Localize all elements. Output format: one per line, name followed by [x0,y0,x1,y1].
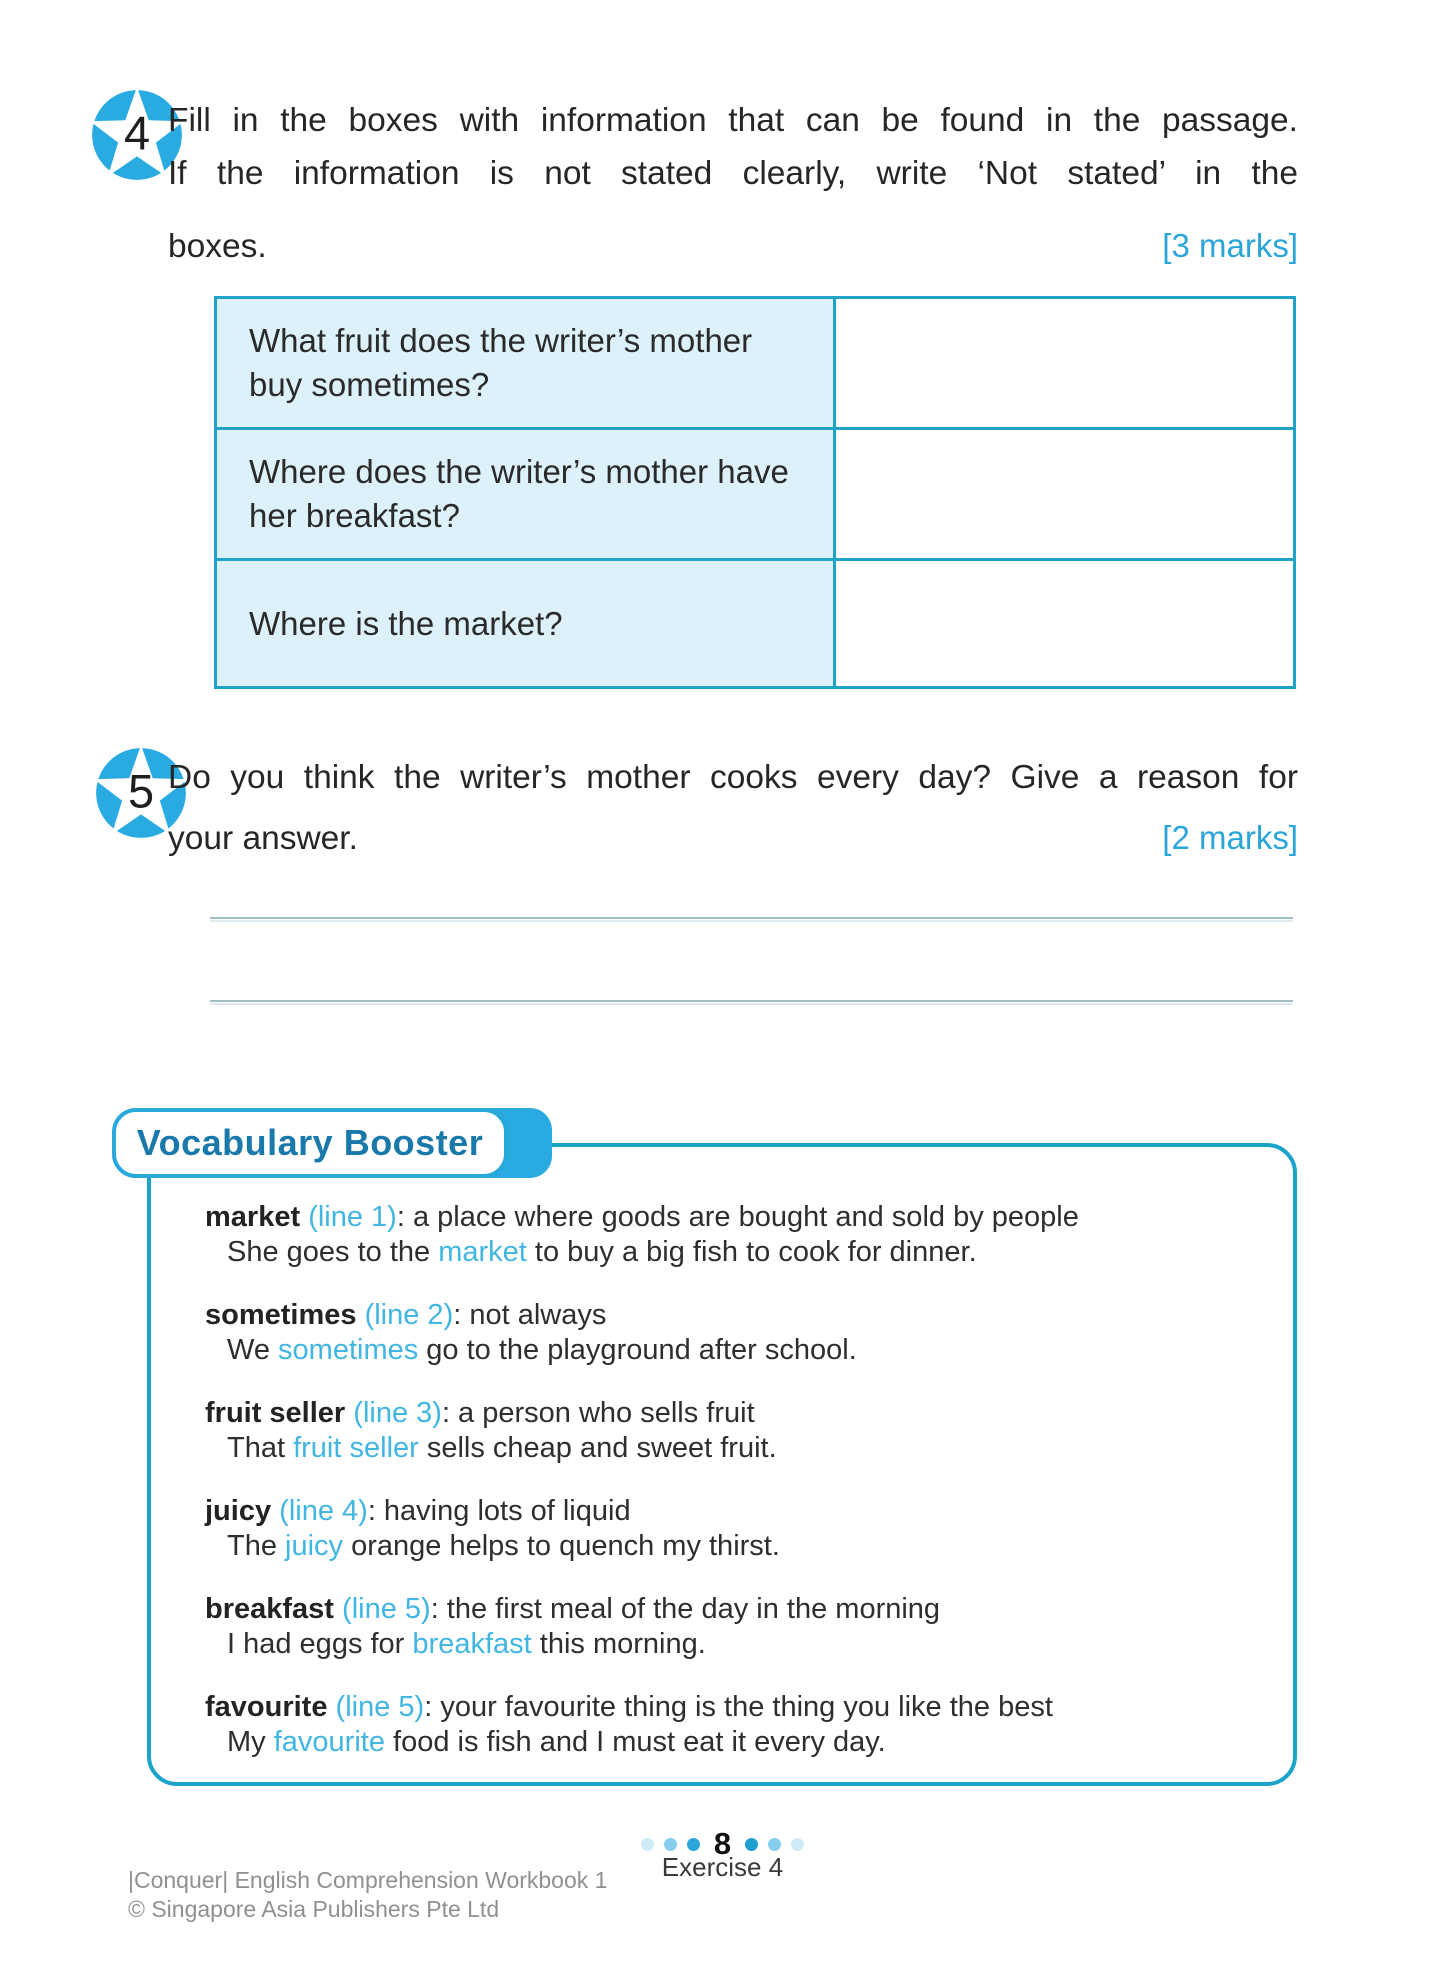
vocab-term: fruit seller [205,1397,346,1429]
question-5-line1: Do you think the writer’s mother cooks every day? Give a reason for [168,759,1298,796]
dot-icon [791,1838,804,1851]
question-5-number: 5 [127,765,155,818]
answer-line[interactable] [210,917,1293,920]
vocab-definition-line [205,1200,1267,1235]
dot-icon [745,1838,758,1851]
vocab-example-pre: She goes to the [227,1236,439,1268]
vocab-definition-line [205,1494,1267,1529]
dot-icon [768,1838,781,1851]
vocab-example-post: to buy a big fish to cook for dinner. [526,1236,977,1268]
question-4-text [168,95,1298,269]
vocab-definition-line [205,1298,1267,1333]
question-4-number: 4 [123,107,151,160]
vocabulary-booster-badge [112,1108,508,1178]
vocab-line-ref: (line 2) [364,1299,454,1331]
question-4-marks: [3 marks] [1162,227,1298,264]
vocabulary-list [205,1200,1267,1788]
footer-publisher: © Singapore Asia Publishers Pte Ltd [128,1896,500,1922]
table-question-text: What fruit does the writer’s mother buy sometimes? [249,322,753,403]
vocab-definition: : having lots of liquid [367,1495,631,1527]
vocab-example-keyword: juicy [285,1530,344,1562]
footer-credits [128,1866,607,1924]
vocab-example-keyword: sometimes [278,1334,419,1366]
vocab-term: breakfast [205,1593,334,1625]
vocab-definition: : a person who sells fruit [441,1397,755,1429]
vocab-term: favourite [205,1691,328,1723]
vocab-line-ref: (line 5) [335,1691,425,1723]
vocab-definition: : your favourite thing is the thing you like the best [424,1691,1053,1723]
vocab-example-line [205,1431,1267,1466]
vocab-example-keyword: favourite [273,1726,385,1758]
vocab-line-ref: (line 5) [342,1593,431,1625]
vocab-line-ref: (line 4) [279,1495,368,1527]
vocab-line-ref: (line 3) [353,1397,442,1429]
vocab-example-pre: My [227,1726,274,1758]
vocab-definition-line [205,1690,1267,1725]
vocab-example-line [205,1627,1267,1662]
vocab-example-post: this morning. [531,1628,706,1660]
page-number: 8 [713,1826,732,1861]
vocab-example-pre: That [227,1432,294,1464]
vocabulary-booster-title: Vocabulary Booster [136,1122,484,1163]
vocab-definition-line [205,1396,1267,1431]
table-question-cell [217,561,836,686]
vocab-line-ref: (line 1) [308,1201,397,1233]
question-5-line2: your answer. [168,820,358,857]
vocab-example-post: go to the playground after school. [418,1334,857,1366]
question-5-marks: [2 marks] [1162,819,1298,856]
question-5-text [168,752,1298,861]
vocab-entry [205,1494,1267,1564]
vocab-example-pre: I had eggs for [227,1628,413,1660]
vocab-example-keyword: market [438,1236,527,1268]
table-answer-cell[interactable] [836,430,1293,561]
table-question-cell [217,430,836,561]
table-answer-cell[interactable] [836,561,1293,686]
table-question-text: Where does the writer’s mother have her breakfast? [249,453,789,534]
vocab-definition: : not always [453,1299,607,1331]
question-4-line3: boxes. [168,228,267,265]
vocab-example-pre: The [227,1530,286,1562]
vocab-example-post: orange helps to quench my thirst. [343,1530,780,1562]
vocab-example-line [205,1333,1267,1368]
vocab-example-post: sells cheap and sweet fruit. [418,1432,777,1464]
vocab-example-keyword: fruit seller [293,1432,419,1464]
vocab-term: juicy [205,1495,272,1527]
vocab-entry [205,1200,1267,1270]
dot-icon [687,1838,700,1851]
question-4-table [214,296,1296,689]
vocab-definition-line [205,1592,1267,1627]
vocab-entry [205,1690,1267,1760]
vocab-entry [205,1592,1267,1662]
exercise-label: Exercise 4 [661,1852,784,1882]
table-question-text: Where is the market? [249,604,563,642]
vocab-entry [205,1298,1267,1368]
dot-icon [641,1838,654,1851]
vocab-example-line [205,1235,1267,1270]
footer-book-title: |Conquer| English Comprehension Workbook 1 [128,1867,608,1893]
table-answer-cell[interactable] [836,299,1293,430]
vocab-example-pre: We [227,1334,279,1366]
table-question-cell [217,299,836,430]
vocab-term: sometimes [205,1299,357,1331]
vocab-term: market [205,1201,301,1233]
vocab-example-post: food is fish and I must eat it every day. [384,1726,886,1758]
question-4-line1: Fill in the boxes with information that can be found in the passage. [168,102,1298,139]
vocab-example-keyword: breakfast [412,1628,532,1660]
vocab-entry [205,1396,1267,1466]
answer-line[interactable] [210,1000,1293,1003]
vocab-example-line [205,1725,1267,1760]
dot-icon [664,1838,677,1851]
question-4-line2: If the information is not stated clearly, write ‘Not stated’ in the [168,155,1298,192]
vocab-example-line [205,1529,1267,1564]
vocab-definition: : a place where goods are bought and sold by people [396,1201,1079,1233]
vocab-definition: : the first meal of the day in the morning [430,1593,941,1625]
